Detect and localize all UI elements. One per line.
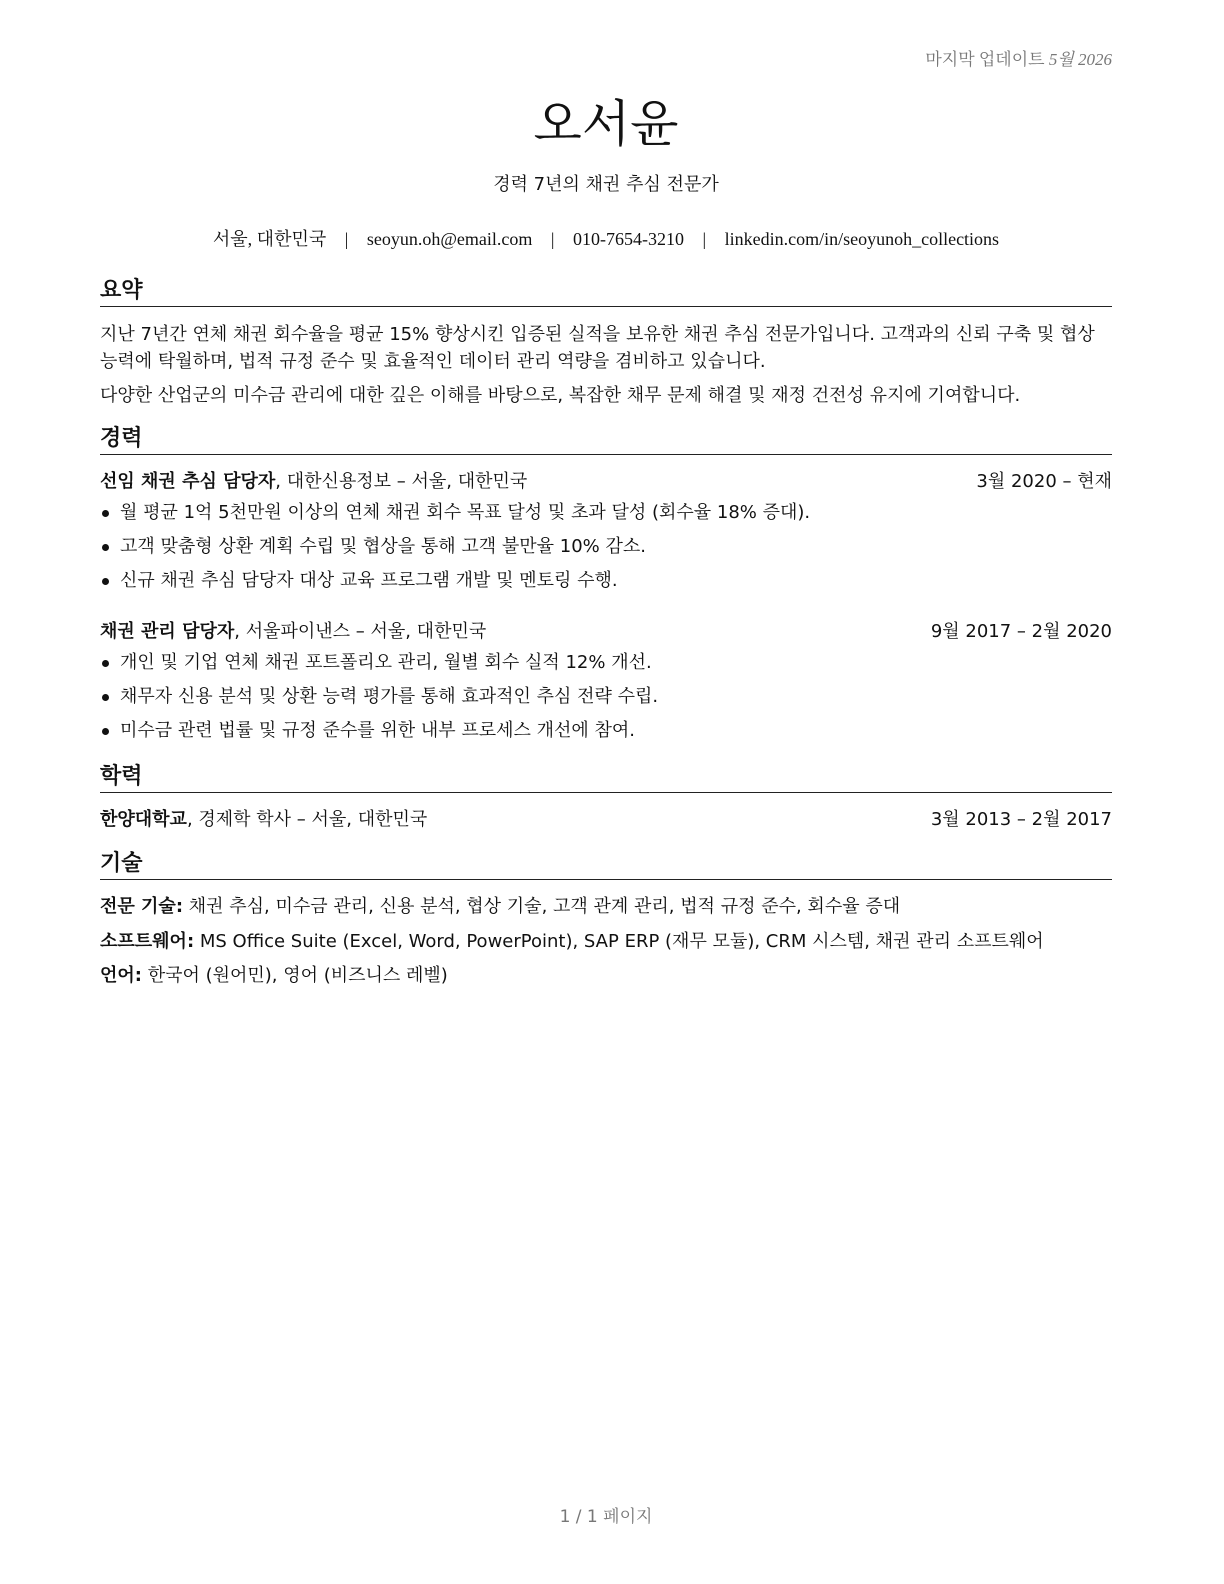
contact-email[interactable]: seoyun.oh@email.com bbox=[366, 229, 533, 249]
tagline: 경력 7년의 채권 추심 전문가 bbox=[493, 174, 719, 195]
list-item: 개인 및 기업 연체 채권 포트폴리오 관리, 월별 회수 실적 12% 개선. bbox=[100, 646, 1112, 680]
skill-value: MS Office Suite (Excel, Word, PowerPoint), SAP ERP (재무 모듈), CRM 시스템, 채권 관리 소프트웨어 bbox=[194, 931, 1044, 952]
page-number: 1 / 1 페이지 bbox=[559, 1507, 653, 1527]
list-item: 미수금 관련 법률 및 규정 준수를 위한 내부 프로세스 개선에 참여. bbox=[100, 714, 1112, 748]
summary-paragraph: 다양한 산업군의 미수금 관리에 대한 깊은 이해를 바탕으로, 복잡한 채무 문제 해결 및 재정 건전성 유지에 기여합니다. bbox=[100, 385, 1021, 406]
skill-label: 언어: bbox=[100, 965, 142, 986]
contact-separator: | bbox=[702, 229, 707, 249]
job-bullets bbox=[100, 646, 1112, 748]
job-role: 선임 채권 추심 담당자 bbox=[100, 471, 276, 492]
skill-value: 한국어 (원어민), 영어 (비즈니스 레벨) bbox=[141, 965, 448, 986]
section-title-skills: 기술 bbox=[100, 849, 1112, 880]
job-org: , 서울파이낸스 – 서울, 대한민국 bbox=[234, 621, 487, 642]
skill-line bbox=[100, 963, 1112, 989]
list-item: 월 평균 1억 5천만원 이상의 연체 채권 회수 목표 달성 및 초과 달성 (회수율 18% 증대). bbox=[100, 496, 1112, 530]
job-bullets bbox=[100, 496, 1112, 598]
skill-label: 소프트웨어: bbox=[100, 931, 195, 952]
skill-label: 전문 기술: bbox=[100, 896, 184, 917]
list-item: 고객 맞춤형 상환 계획 수립 및 협상을 통해 고객 불만율 10% 감소. bbox=[100, 530, 1112, 564]
contact-separator: | bbox=[344, 229, 349, 249]
education-detail: , 경제학 학사 – 서울, 대한민국 bbox=[186, 809, 428, 830]
resume-page bbox=[100, 0, 1112, 1584]
contact-location: 서울, 대한민국 bbox=[212, 229, 327, 249]
skill-line bbox=[100, 894, 1112, 920]
last-updated-date: 5월 2026 bbox=[1048, 50, 1112, 69]
section-title-experience: 경력 bbox=[100, 424, 1112, 455]
education-entry bbox=[100, 807, 1112, 833]
skill-line bbox=[100, 929, 1112, 955]
job-dates: 9월 2017 – 2월 2020 bbox=[930, 621, 1112, 642]
education-dates: 3월 2013 – 2월 2017 bbox=[930, 809, 1112, 830]
section-title-education: 학력 bbox=[100, 762, 1112, 793]
summary-paragraph: 지난 7년간 연체 채권 회수율을 평균 15% 향상시킨 입증된 실적을 보유한 채권 추심 전문가입니다. 고객과의 신뢰 구축 및 협상 능력에 탁월하며, 법적 규정 준수 및 효율적인 데이터 관리 역량을 겸비하고 있습니다. bbox=[100, 324, 1095, 372]
last-updated-label: 마지막 업데이트 bbox=[925, 50, 1045, 69]
contact-linkedin[interactable]: linkedin.com/in/seoyunoh_collections bbox=[724, 229, 1000, 249]
section-title-summary: 요약 bbox=[100, 276, 1112, 307]
job-org: , 대한신용정보 – 서울, 대한민국 bbox=[275, 471, 528, 492]
skill-value: 채권 추심, 미수금 관리, 신용 분석, 협상 기술, 고객 관계 관리, 법적 규정 준수, 회수율 증대 bbox=[183, 896, 901, 917]
job-heading bbox=[100, 469, 1112, 495]
candidate-name: 오서윤 bbox=[533, 95, 679, 153]
job-dates: 3월 2020 – 현재 bbox=[976, 471, 1112, 492]
list-item: 신규 채권 추심 담당자 대상 교육 프로그램 개발 및 멘토링 수행. bbox=[100, 564, 1112, 598]
job-heading bbox=[100, 619, 1112, 645]
contact-line bbox=[100, 225, 1112, 251]
list-item: 채무자 신용 분석 및 상환 능력 평가를 통해 효과적인 추심 전략 수립. bbox=[100, 680, 1112, 714]
last-updated bbox=[925, 45, 1112, 70]
job-role: 채권 관리 담당자 bbox=[100, 621, 235, 642]
contact-separator: | bbox=[550, 229, 555, 249]
contact-phone[interactable]: 010-7654-3210 bbox=[573, 229, 684, 249]
school-name: 한양대학교 bbox=[100, 809, 187, 830]
